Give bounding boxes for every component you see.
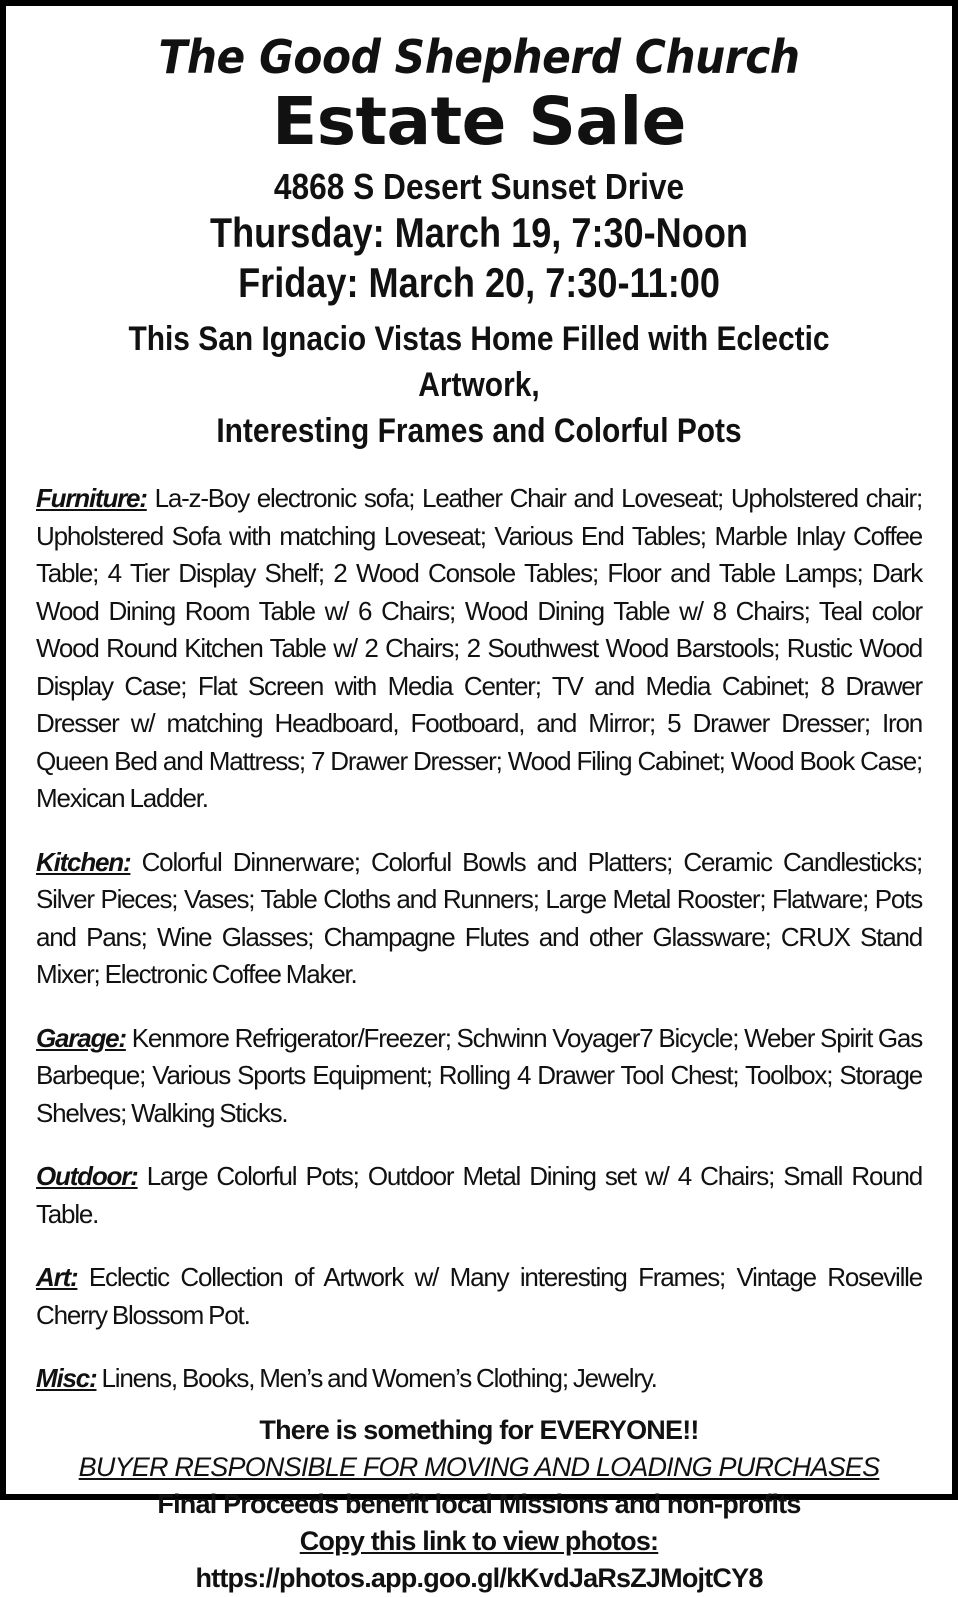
copy-link-label: Copy this link to view photos: <box>299 1525 659 1556</box>
section-text: Large Colorful Pots; Outdoor Metal Dining set w/ 4 Chairs; Small Round Table. <box>36 1161 922 1229</box>
section-label: Garage: <box>36 1022 126 1053</box>
section-label: Misc: <box>36 1363 97 1393</box>
section-furniture <box>36 480 922 818</box>
section-outdoor <box>36 1158 922 1233</box>
ad-title: Estate Sale <box>272 83 686 160</box>
proceeds-line: Final Proceeds benefit local Missions and non-profits <box>157 1488 801 1519</box>
sale-address: 4868 S Desert Sunset Drive <box>273 166 685 207</box>
section-kitchen <box>36 844 922 994</box>
section-text: Kenmore Refrigerator/Freezer; Schwinn Voyager7 Bicycle; Weber Spirit Gas Barbeque; Various Sports Equipment; Rolling 4 Drawer Tool Chest; Toolbox; Storage Shelves; Walking Sticks. <box>36 1022 922 1128</box>
everyone-line: There is something for EVERYONE!! <box>259 1414 699 1445</box>
subheadline-line-1: This San Ignacio Vistas Home Filled with Eclectic Artwork, <box>128 320 830 404</box>
section-label: Outdoor: <box>36 1161 138 1191</box>
item-sections <box>36 480 922 1398</box>
section-text: Linens, Books, Men’s and Women’s Clothing; Jewelry. <box>101 1363 657 1393</box>
section-text: La-z-Boy electronic sofa; Leather Chair and Loveseat; Upholstered chair; Upholstered Sofa with matching Loveseat; Various End Tables; Marble Inlay Coffee Table; 4 Tier Display Shelf; 2 Wood Console Tables; Floor and Table Lamps; Dark Wood Dining Room Table w/ 6 Chairs; Wood Dining Table w/ 8 Chairs; Teal color Wood Round Kitchen Table w/ 2 Chairs; 2 Southwest Wood Barstools; Rustic Wood Display Case; Flat Screen with Media Center; TV and Media Cabinet; 8 Drawer Dresser w/ matching Headboard, Footboard, and Mirror; 5 Drawer Dresser; Iron Queen Bed and Mattress; 7 Drawer Dresser; Wood Filing Cabinet; Wood Book Case; Mexican Ladder. <box>36 483 922 813</box>
subheadline-line-2: Interesting Frames and Colorful Pots <box>216 412 742 450</box>
section-text: Eclectic Collection of Artwork w/ Many interesting Frames; Vintage Roseville Cherry Blossom Pot. <box>36 1262 922 1330</box>
church-name: The Good Shepherd Church <box>158 30 800 84</box>
section-misc <box>36 1360 922 1398</box>
buyer-notice: BUYER RESPONSIBLE FOR MOVING AND LOADING PURCHASES <box>78 1451 880 1482</box>
section-label: Kitchen: <box>36 846 131 877</box>
subheadline <box>89 316 869 454</box>
ad-footer <box>36 1412 922 1597</box>
sale-date-friday: Friday: March 20, 7:30-11:00 <box>238 259 720 306</box>
section-art <box>36 1259 922 1334</box>
section-garage <box>36 1020 922 1133</box>
section-label: Art: <box>36 1262 78 1292</box>
sale-date-thursday: Thursday: March 19, 7:30-Noon <box>210 209 748 256</box>
section-text: Colorful Dinnerware; Colorful Bowls and Platters; Ceramic Candlesticks; Silver Pieces; Vases; Table Cloths and Runners; Large Metal Rooster; Flatware; Pots and Pans; Wine Glasses; Champagne Flutes and other Glassware; CRUX Stand Mixer; Electronic Coffee Maker. <box>36 846 922 989</box>
section-label: Furniture: <box>36 483 147 513</box>
photos-link[interactable]: https://photos.app.goo.gl/kKvdJaRsZJMojtCY8 <box>195 1562 763 1593</box>
